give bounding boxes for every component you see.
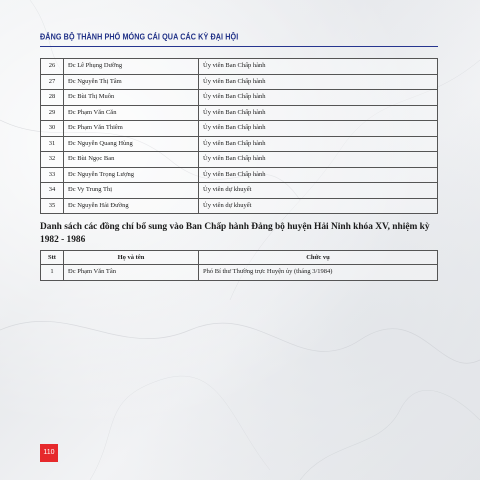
page-number-badge: 110 xyxy=(40,444,58,462)
table-row xyxy=(41,121,438,137)
role-cell: Ủy viên Ban Chấp hành xyxy=(199,105,438,121)
name-cell: Đc Nguyễn Hải Đường xyxy=(64,198,199,214)
table-row xyxy=(41,74,438,90)
role-cell: Ủy viên Ban Chấp hành xyxy=(199,59,438,75)
role-cell: Ủy viên Ban Chấp hành xyxy=(199,90,438,106)
role-cell: Ủy viên dự khuyết xyxy=(199,198,438,214)
table-header-row xyxy=(41,251,438,265)
stt-cell: 32 xyxy=(41,152,64,168)
column-header-name: Họ và tên xyxy=(64,251,199,265)
running-header: ĐẢNG BỘ THÀNH PHỐ MÓNG CÁI QUA CÁC KỲ ĐẠI HỘI xyxy=(40,31,239,42)
name-cell: Đc Vy Trung Thị xyxy=(64,183,199,199)
stt-cell: 27 xyxy=(41,74,64,90)
name-cell: Đc Phạm Văn Căn xyxy=(64,105,199,121)
table-row xyxy=(41,136,438,152)
stt-cell: 29 xyxy=(41,105,64,121)
column-header-stt: Stt xyxy=(41,251,64,265)
name-cell: Đc Phạm Văn Tân xyxy=(64,265,199,281)
table-row xyxy=(41,152,438,168)
table-row xyxy=(41,59,438,75)
members-table xyxy=(40,58,438,214)
role-cell: Phó Bí thư Thường trực Huyện ủy (tháng 3/1984) xyxy=(199,265,438,281)
name-cell: Đc Bùi Thị Muôn xyxy=(64,90,199,106)
name-cell: Đc Nguyễn Quang Hùng xyxy=(64,136,199,152)
stt-cell: 33 xyxy=(41,167,64,183)
stt-cell: 35 xyxy=(41,198,64,214)
name-cell: Đc Phạm Văn Thiêm xyxy=(64,121,199,137)
name-cell: Đc Nguyễn Thị Tâm xyxy=(64,74,199,90)
name-cell: Đc Nguyễn Trọng Lượng xyxy=(64,167,199,183)
role-cell: Ủy viên Ban Chấp hành xyxy=(199,121,438,137)
stt-cell: 26 xyxy=(41,59,64,75)
role-cell: Ủy viên Ban Chấp hành xyxy=(199,152,438,168)
table-row xyxy=(41,167,438,183)
role-cell: Ủy viên dự khuyết xyxy=(199,183,438,199)
section-heading: Danh sách các đồng chí bổ sung vào Ban Chấp hành Đảng bộ huyện Hải Ninh khóa XV, nhiệm kỳ 1982 - 1986 xyxy=(40,222,430,245)
stt-cell: 28 xyxy=(41,90,64,106)
table-row xyxy=(41,90,438,106)
table-row xyxy=(41,183,438,199)
role-cell: Ủy viên Ban Chấp hành xyxy=(199,74,438,90)
column-header-role: Chức vụ xyxy=(199,251,438,265)
role-cell: Ủy viên Ban Chấp hành xyxy=(199,167,438,183)
table-row xyxy=(41,198,438,214)
name-cell: Đc Lê Phụng Dưỡng xyxy=(64,59,199,75)
supplement-table xyxy=(40,250,438,281)
header-rule xyxy=(40,46,438,47)
table-row xyxy=(41,105,438,121)
role-cell: Ủy viên Ban Chấp hành xyxy=(199,136,438,152)
stt-cell: 30 xyxy=(41,121,64,137)
stt-cell: 31 xyxy=(41,136,64,152)
name-cell: Đc Bùi Ngọc Ban xyxy=(64,152,199,168)
table-row xyxy=(41,265,438,281)
stt-cell: 34 xyxy=(41,183,64,199)
stt-cell: 1 xyxy=(41,265,64,281)
